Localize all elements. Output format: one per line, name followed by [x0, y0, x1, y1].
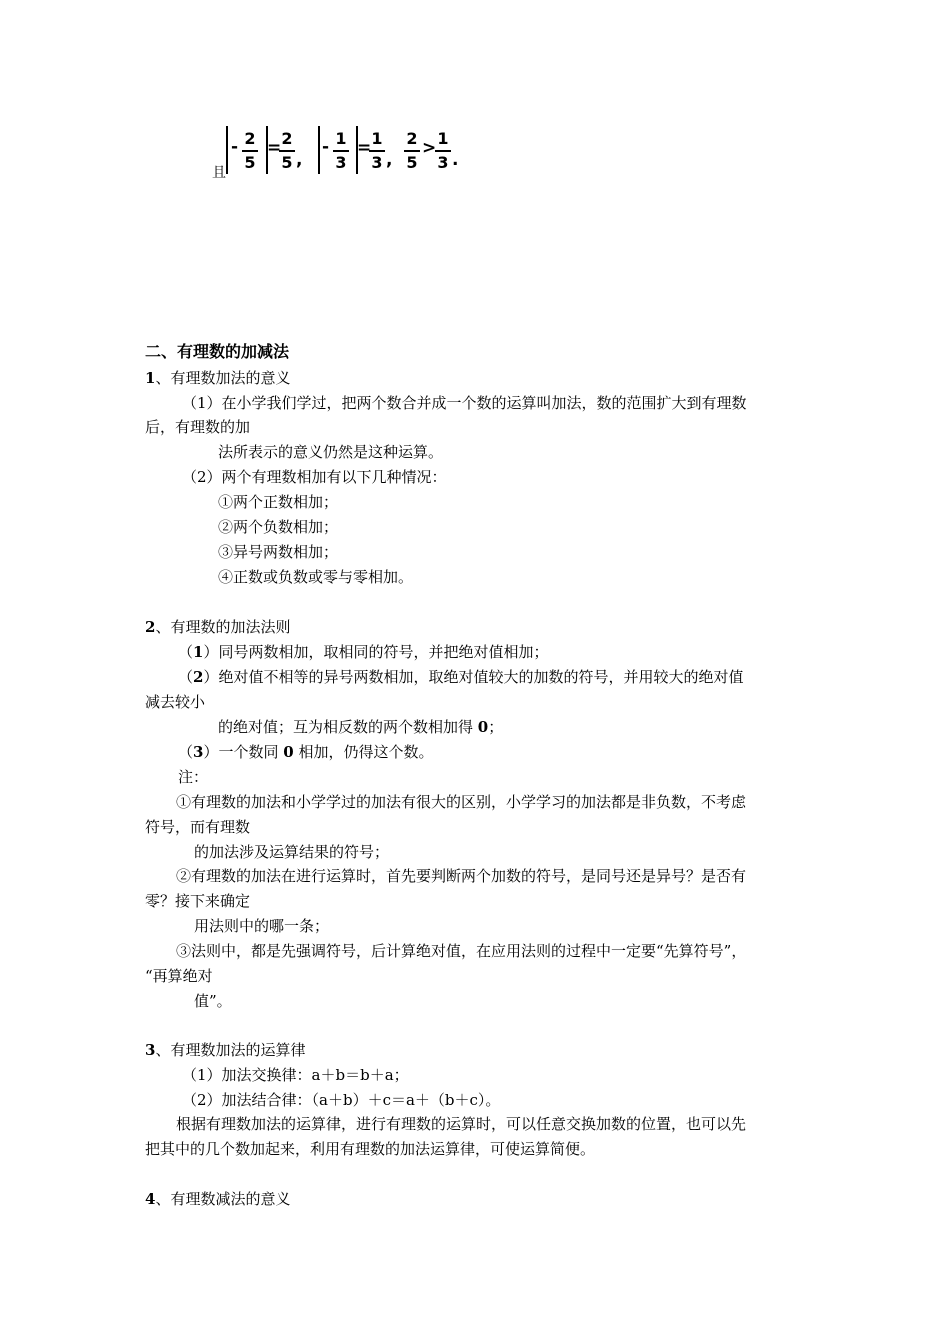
fraction-3: 1 3 [333, 128, 349, 174]
rule-2-cont: 减去较小 [145, 693, 206, 711]
comma-2: , [386, 150, 393, 170]
note-3c: 值”。 [194, 992, 232, 1010]
fraction-5: 2 5 [404, 128, 420, 174]
note-label: 注： [178, 768, 209, 786]
rule-1: （1）同号两数相加，取相同的符号，并把绝对值相加； [178, 643, 549, 661]
equals-sign-2: = [357, 138, 372, 158]
note-1c: 的加法涉及运算结果的符号； [194, 843, 390, 861]
period: . [452, 150, 459, 170]
fraction-2: 2 5 [279, 128, 295, 174]
note-2b: 零？接下来确定 [145, 892, 251, 910]
law-commutative: （1）加法交换律：a＋b＝b＋a； [182, 1066, 409, 1084]
paragraph-1a: （1）在小学我们学过，把两个数合并成一个数的运算叫加法，数的范围扩大到有理数 [182, 394, 747, 412]
formula-prefix: 且 [212, 165, 226, 181]
note-1b: 符号，而有理数 [145, 818, 251, 836]
paragraph-1c: 法所表示的意义仍然是这种运算。 [218, 443, 444, 461]
rule-3: （3）一个数同 0 相加，仍得这个数。 [178, 743, 434, 761]
greater-than-sign: > [422, 138, 437, 158]
fraction-4: 1 3 [369, 128, 385, 174]
section-title: 二、有理数的加减法 [145, 342, 290, 361]
list-item: ④正数或负数或零与零相加。 [218, 568, 414, 586]
note-3b: “再算绝对 [145, 967, 213, 985]
heading-1: 1、有理数加法的意义 [145, 369, 291, 387]
note-2a: ②有理数的加法在进行运算时，首先要判断两个加数的符号，是同号还是异号？是否有 [176, 867, 747, 885]
heading-2: 2、有理数的加法法则 [145, 618, 291, 636]
list-item: ②两个负数相加； [218, 518, 339, 536]
rule-2-cont2: 的绝对值；互为相反数的两个数相加得 0； [218, 718, 504, 736]
law-associative: （2）加法结合律：（a＋b）＋c＝a＋（b＋c）。 [182, 1091, 501, 1109]
paragraph-2: （2）两个有理数相加有以下几种情况： [182, 468, 447, 486]
heading-4: 4、有理数减法的意义 [145, 1190, 291, 1208]
equals-sign-1: = [267, 138, 282, 158]
paragraph-3b: 把其中的几个数加起来，利用有理数的加法运算律，可使运算简便。 [145, 1140, 596, 1158]
note-1a: ①有理数的加法和小学学过的加法有很大的区别，小学学习的加法都是非负数，不考虑 [176, 793, 747, 811]
minus-sign-1: - [231, 137, 239, 157]
fraction-1: 2 5 [242, 128, 258, 174]
note-2c: 用法则中的哪一条； [194, 917, 330, 935]
fraction-6: 1 3 [435, 128, 451, 174]
note-3a: ③法则中，都是先强调符号，后计算绝对值，在应用法则的过程中一定要“先算符号”， [176, 942, 747, 960]
minus-sign-2: - [322, 137, 330, 157]
absolute-value-formula [212, 124, 472, 180]
paragraph-1b: 后，有理数的加 [145, 418, 251, 436]
list-item: ①两个正数相加； [218, 493, 339, 511]
paragraph-3a: 根据有理数加法的运算律，进行有理数的运算时，可以任意交换加数的位置，也可以先 [176, 1115, 747, 1133]
list-item: ③异号两数相加； [218, 543, 339, 561]
heading-3: 3、有理数加法的运算律 [145, 1041, 306, 1059]
comma-1: , [296, 150, 303, 170]
rule-2: （2）绝对值不相等的异号两数相加，取绝对值较大的加数的符号，并用较大的绝对值 [178, 668, 744, 686]
